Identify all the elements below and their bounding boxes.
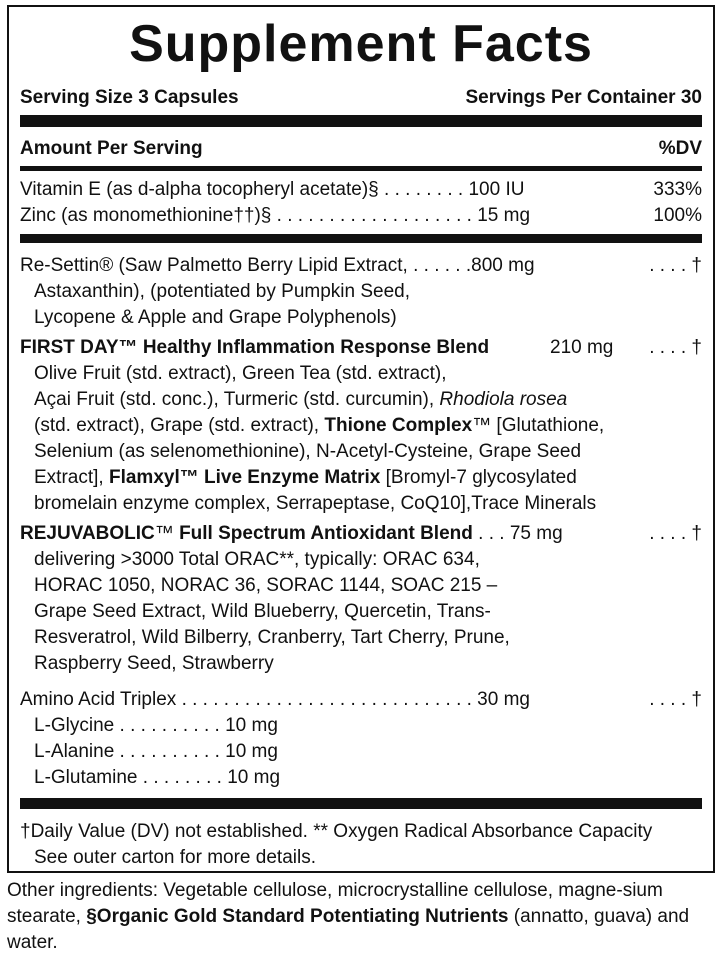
ingredient-detail: Astaxanthin), (potentiated by Pumpkin Seed, (34, 281, 411, 302)
ingredient-detail: Selenium (as selenomethionine), N-Acetyl-Cysteine, Grape Seed (34, 441, 582, 462)
servings-per-container: Servings Per Container 30 (465, 87, 702, 108)
ingredient-name: Amino Acid Triplex . . . . . . . . . . . . . . . . . . . . . . . . . . . . 30 mg (20, 689, 530, 710)
amount-header-row (20, 136, 702, 162)
footnote: See outer carton for more details. (34, 847, 316, 868)
ingredient-detail (20, 465, 702, 491)
footnote: †Daily Value (DV) not established. ** Oxygen Radical Absorbance Capacity (20, 821, 653, 842)
other-text: Other ingredients: Vegetable cellulose, microcrystalline cellulose, magne-sium stearate, (7, 880, 663, 927)
ingredient-dv: . . . . † (649, 255, 702, 276)
panel-title: Supplement Facts (129, 15, 593, 73)
vitamin-row (20, 203, 702, 229)
detail-text: (std. extract), Grape (std. extract), (34, 415, 325, 436)
ingredient-dv: . . . . † (649, 689, 702, 710)
ingredient-detail (20, 413, 702, 439)
blend-name: FIRST DAY™ Healthy Inflammation Response Blend (20, 337, 490, 358)
vitamin-text: Zinc (as monomethionine††)§ . . . . . . . . . . . . . . . . . . . 15 mg (20, 205, 531, 226)
ingredient-detail: HORAC 1050, NORAC 36, SORAC 1144, SOAC 215 – (34, 575, 498, 596)
ingredient-detail: delivering >3000 Total ORAC**, typically: ORAC 634, (34, 549, 480, 570)
detail-bold: Flamxyl™ Live Enzyme Matrix (108, 467, 381, 488)
blend-name: Full Spectrum Antioxidant Blend (179, 523, 473, 544)
ingredient-dv: . . . . † (649, 523, 702, 544)
trademark: ™ (154, 523, 180, 544)
other-ingredients (7, 878, 719, 956)
detail-text: [Bromyl-7 glycosylated (380, 467, 577, 488)
blend-name: REJUVABOLIC (20, 523, 155, 544)
thick-divider (20, 234, 702, 243)
amino-item: L-Glycine . . . . . . . . . . 10 mg (34, 715, 278, 736)
vitamin-row (20, 177, 702, 203)
blend-amount: . . . 75 mg (472, 523, 563, 544)
vitamin-text: Vitamin E (as d-alpha tocopheryl acetate)§ . . . . . . . . 100 IU (20, 179, 525, 200)
ingredient-detail: Grape Seed Extract, Wild Blueberry, Quercetin, Trans- (34, 601, 491, 622)
ingredient-detail (20, 387, 702, 413)
vitamin-dv: 100% (653, 205, 702, 226)
serving-row (20, 85, 702, 111)
ingredient-row (20, 687, 702, 713)
other-text: (annatto, guava) and water. (7, 906, 690, 953)
ingredient-row (20, 253, 702, 279)
ingredient-row (20, 521, 702, 547)
ingredient-detail: bromelain enzyme complex, Serrapeptase, CoQ10],Trace Minerals (34, 493, 597, 514)
dv-header: %DV (658, 138, 702, 159)
detail-text: Açai Fruit (std. conc.), Turmeric (std. curcumin), (34, 389, 440, 410)
detail-bold: Thione Complex (324, 415, 473, 436)
amino-item: L-Alanine . . . . . . . . . . 10 mg (34, 741, 278, 762)
detail-text: Extract], (34, 467, 109, 488)
serving-size: Serving Size 3 Capsules (20, 87, 239, 108)
amino-item: L-Glutamine . . . . . . . . 10 mg (34, 767, 281, 788)
vitamin-dv: 333% (653, 179, 702, 200)
other-bold: §Organic Gold Standard Potentiating Nutrients (86, 906, 509, 927)
ingredient-name: Re-Settin® (Saw Palmetto Berry Lipid Extract, . . . . . .800 mg (20, 255, 535, 276)
detail-italic: Rhodiola rosea (439, 389, 568, 410)
ingredient-detail: Raspberry Seed, Strawberry (34, 653, 274, 674)
amount-header: Amount Per Serving (20, 138, 203, 159)
ingredient-detail: Olive Fruit (std. extract), Green Tea (std. extract), (34, 363, 447, 384)
ingredient-detail: Resveratrol, Wild Bilberry, Cranberry, Tart Cherry, Prune, (34, 627, 510, 648)
detail-text: ™ [Glutathione, (472, 415, 605, 436)
ingredient-dv: . . . . † (649, 337, 702, 358)
ingredient-row (20, 335, 702, 361)
medium-divider (20, 166, 702, 171)
ingredient-detail: Lycopene & Apple and Grape Polyphenols) (34, 307, 397, 328)
thick-divider (20, 798, 702, 809)
supplement-facts-panel (7, 5, 715, 873)
thick-divider (20, 115, 702, 127)
blend-amount: 210 mg (550, 337, 614, 358)
